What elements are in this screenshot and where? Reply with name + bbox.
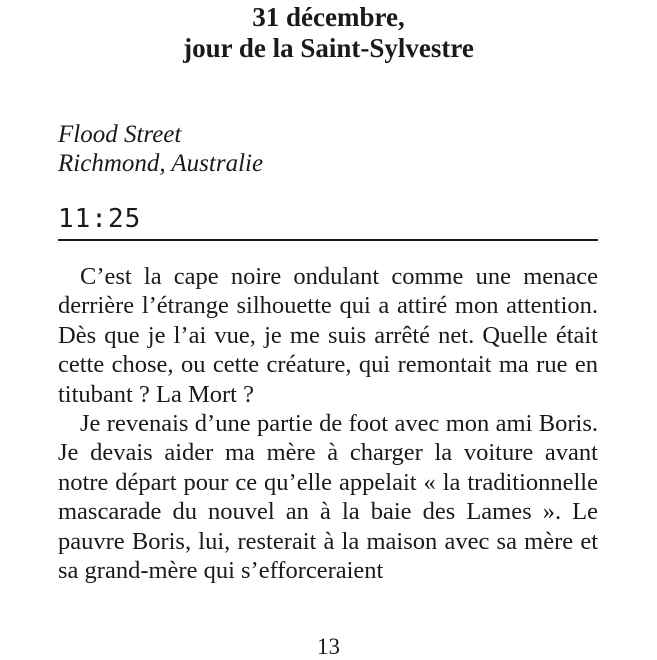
body-text [58, 262, 598, 585]
section-divider [58, 239, 598, 241]
paragraph: C’est la cape noire ondulant comme une menace derrière l’étrange silhouette qui a attiré mon attention. Dès que je l’ai vue, je me suis arrêté net. Quelle était cette chose, ou cette créature, qui remontait ma rue en titubant ? La Mort ? [58, 263, 598, 408]
time-stamp: 11:25 [58, 204, 142, 234]
chapter-title-line-1: 31 décembre, [252, 2, 405, 32]
page-number: 13 [317, 634, 340, 659]
chapter-title [0, 2, 657, 64]
paragraph: Je revenais d’une partie de foot avec mon ami Boris. Je devais aider ma mère à charger la voiture avant notre départ pour ce qu’elle appelait « la traditionnelle mascarade du nouvel an à la baie des Lames ». Le pauvre Boris, lui, resterait à la maison avec sa mère et sa grand-mère qui s’efforceraient [58, 410, 598, 585]
location-city: Richmond, Australie [58, 150, 264, 177]
chapter-title-line-2: jour de la Saint-Sylvestre [183, 33, 474, 63]
location-street: Flood Street [58, 121, 182, 148]
location-heading [58, 120, 263, 178]
